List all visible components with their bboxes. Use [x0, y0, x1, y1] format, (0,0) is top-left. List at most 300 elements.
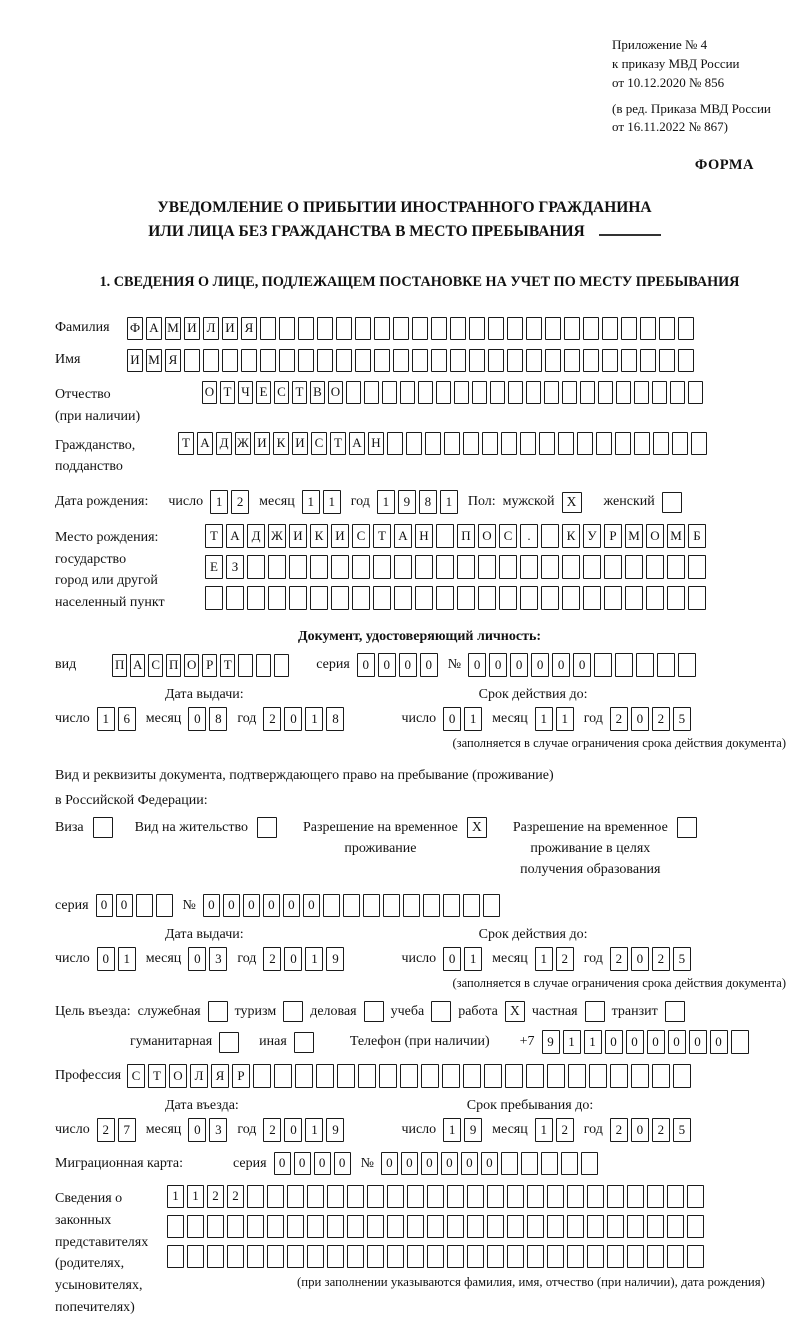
char-cell: 0: [116, 894, 133, 917]
doc-type-label: вид: [55, 657, 77, 672]
char-cell: [547, 1064, 565, 1088]
char-cell: О: [184, 654, 199, 677]
char-cell: [581, 1152, 598, 1175]
char-cell: Ж: [235, 432, 251, 455]
char-cell: [187, 1215, 204, 1238]
representatives-note: (при заполнении указываются фамилия, имя, отчество (при наличии), дата рождения): [297, 1275, 765, 1290]
char-cell: С: [352, 524, 370, 548]
char-cell: А: [349, 432, 365, 455]
char-cell: 2: [556, 947, 574, 971]
char-cell: 0: [647, 1030, 665, 1054]
char-cell: [307, 1245, 324, 1268]
char-cell: М: [146, 349, 162, 372]
char-cell: [436, 555, 454, 579]
char-cell: [545, 349, 561, 372]
option-temp-residence-checkbox: X: [467, 817, 487, 838]
purpose-private-label: частная: [531, 1003, 578, 1019]
char-cell: С: [274, 381, 289, 404]
char-cell: 1: [556, 707, 574, 731]
day-label: число: [401, 951, 437, 967]
char-cell: [337, 1064, 355, 1088]
char-cell: [463, 432, 479, 455]
char-cell: [358, 1064, 376, 1088]
char-cell: [583, 349, 599, 372]
char-cell: 2: [207, 1185, 224, 1208]
forma-label: ФОРМА: [694, 157, 754, 174]
char-cell: [607, 1215, 624, 1238]
valid-until-heading: Срок действия до:: [478, 687, 588, 702]
char-cell: [279, 317, 295, 340]
month-label: месяц: [259, 494, 295, 509]
char-cell: 0: [274, 1152, 291, 1175]
identity-doc-date-headers: [55, 687, 794, 703]
char-cell: [247, 1215, 264, 1238]
char-cell: 9: [464, 1118, 482, 1142]
char-cell: О: [169, 1064, 187, 1088]
doc-series-label: серия: [316, 657, 350, 672]
valid-year-cells: [610, 707, 694, 731]
char-cell: [352, 586, 370, 610]
representatives-block: [55, 1185, 794, 1318]
char-cell: К: [273, 432, 289, 455]
char-cell: [640, 349, 656, 372]
char-cell: 2: [652, 1118, 670, 1142]
char-cell: [564, 349, 580, 372]
char-cell: [604, 555, 622, 579]
char-cell: [387, 1215, 404, 1238]
birthplace-cells-row1: [205, 524, 709, 548]
char-cell: 0: [573, 653, 591, 677]
char-cell: Л: [203, 317, 219, 340]
char-cell: [260, 317, 276, 340]
char-cell: [207, 1215, 224, 1238]
char-cell: [541, 524, 559, 548]
char-cell: 0: [314, 1152, 331, 1175]
char-cell: [267, 1245, 284, 1268]
char-cell: [688, 381, 703, 404]
char-cell: [594, 653, 612, 677]
char-cell: [412, 317, 428, 340]
char-cell: [615, 432, 631, 455]
char-cell: [646, 555, 664, 579]
option-visa-checkbox: [93, 817, 113, 838]
char-cell: [547, 1185, 564, 1208]
surname-label: Фамилия: [55, 320, 110, 336]
char-cell: 2: [610, 1118, 628, 1142]
char-cell: [467, 1215, 484, 1238]
char-cell: [327, 1185, 344, 1208]
char-cell: 0: [294, 1152, 311, 1175]
profession-label: Профессия: [55, 1068, 122, 1084]
valid-day-cells: [443, 707, 485, 731]
char-cell: [501, 432, 517, 455]
char-cell: 1: [305, 947, 323, 971]
char-cell: 1: [305, 707, 323, 731]
migration-series-label: серия: [233, 1155, 267, 1171]
char-cell: [652, 381, 667, 404]
char-cell: [499, 555, 517, 579]
char-cell: [267, 1185, 284, 1208]
residence-number-label: №: [182, 897, 196, 913]
char-cell: [352, 555, 370, 579]
char-cell: 8: [209, 707, 227, 731]
char-cell: 0: [420, 653, 438, 677]
patronymic-label: [55, 381, 202, 427]
appendix-line: от 10.12.2020 № 856: [612, 74, 725, 90]
char-cell: М: [625, 524, 643, 548]
char-cell: [583, 317, 599, 340]
char-cell: [467, 1185, 484, 1208]
month-label: месяц: [492, 951, 528, 967]
purpose-tourism-label: туризм: [234, 1003, 277, 1019]
identity-doc-heading: Документ, удостоверяющий личность:: [297, 629, 542, 644]
char-cell: [425, 432, 441, 455]
char-cell: Д: [247, 524, 265, 548]
char-cell: [295, 1064, 313, 1088]
doc-number-cells: [468, 653, 699, 677]
citizenship-label: [55, 432, 178, 478]
char-cell: [316, 1064, 334, 1088]
char-cell: [625, 586, 643, 610]
char-cell: П: [457, 524, 475, 548]
entry-date-heading: Дата въезда:: [165, 1098, 239, 1114]
char-cell: [336, 317, 352, 340]
option-temp-residence-education: [513, 817, 697, 880]
char-cell: 0: [378, 653, 396, 677]
citizenship-label-line2: подданство: [55, 459, 123, 475]
char-cell: Е: [205, 555, 223, 579]
char-cell: 0: [188, 947, 206, 971]
char-cell: 2: [227, 1185, 244, 1208]
char-cell: [156, 894, 173, 917]
char-cell: [364, 381, 379, 404]
char-cell: П: [112, 654, 127, 677]
patronymic-row: [55, 381, 794, 427]
char-cell: [379, 1064, 397, 1088]
name-row: [55, 349, 794, 372]
char-cell: А: [226, 524, 244, 548]
char-cell: С: [499, 524, 517, 548]
char-cell: [355, 317, 371, 340]
char-cell: [589, 1064, 607, 1088]
char-cell: [187, 1245, 204, 1268]
char-cell: М: [165, 317, 181, 340]
char-cell: 2: [263, 947, 281, 971]
purpose-label: Цель въезда:: [55, 1003, 131, 1019]
char-cell: [323, 894, 340, 917]
residence-dates-row: [55, 947, 794, 971]
char-cell: [501, 1152, 518, 1175]
char-cell: [616, 381, 631, 404]
char-cell: [587, 1245, 604, 1268]
char-cell: 0: [381, 1152, 398, 1175]
char-cell: [520, 586, 538, 610]
char-cell: И: [331, 524, 349, 548]
char-cell: [241, 349, 257, 372]
form-title: [55, 196, 754, 244]
char-cell: С: [148, 654, 163, 677]
char-cell: [274, 1064, 292, 1088]
char-cell: [247, 1245, 264, 1268]
char-cell: [331, 586, 349, 610]
residence-valid-year-cells: [610, 947, 694, 971]
char-cell: [436, 586, 454, 610]
char-cell: [488, 317, 504, 340]
char-cell: Т: [220, 654, 235, 677]
char-cell: [505, 1064, 523, 1088]
char-cell: [256, 654, 271, 677]
char-cell: [541, 1152, 558, 1175]
day-label: число: [401, 711, 437, 726]
char-cell: [407, 1245, 424, 1268]
char-cell: [598, 381, 613, 404]
sex-male-label: мужской: [502, 494, 555, 509]
sex-male-checkbox: X: [562, 492, 582, 513]
residence-doc-intro-line1: Вид и реквизиты документа, подтверждающего право на пребывание (проживание): [55, 768, 554, 783]
option-temp-residence: [303, 817, 487, 859]
entry-year-cells: [263, 1118, 347, 1142]
citizenship-row: [55, 432, 794, 478]
char-cell: [469, 349, 485, 372]
char-cell: [577, 432, 593, 455]
identity-doc-row: [55, 653, 794, 677]
char-cell: 2: [610, 947, 628, 971]
patronymic-label-line1: Отчество: [55, 387, 111, 403]
purpose-row: [55, 1001, 794, 1022]
blank-underline: [599, 222, 661, 236]
char-cell: 0: [284, 707, 302, 731]
patronymic-cells: [202, 381, 706, 404]
char-cell: [444, 432, 460, 455]
char-cell: [667, 1215, 684, 1238]
char-cell: [347, 1215, 364, 1238]
char-cell: Т: [178, 432, 194, 455]
char-cell: [541, 586, 559, 610]
char-cell: [367, 1215, 384, 1238]
char-cell: [625, 555, 643, 579]
char-cell: 1: [118, 947, 136, 971]
migration-card-row: [55, 1152, 794, 1175]
month-label: месяц: [145, 1122, 182, 1138]
birth-day-cells: [210, 490, 252, 514]
birthplace-label-city1: город или другой: [55, 573, 158, 589]
day-label: число: [55, 951, 90, 967]
char-cell: 1: [464, 947, 482, 971]
purpose-official-checkbox: [208, 1001, 228, 1022]
char-cell: 0: [443, 947, 461, 971]
char-cell: [469, 317, 485, 340]
patronymic-label-line2: (при наличии): [55, 408, 141, 424]
char-cell: 0: [401, 1152, 418, 1175]
char-cell: [222, 349, 238, 372]
char-cell: [457, 586, 475, 610]
residence-options-row: [55, 817, 794, 880]
representatives-cells-row3: [167, 1245, 765, 1268]
day-label: число: [168, 494, 204, 509]
char-cell: [427, 1185, 444, 1208]
phone-prefix: +7: [519, 1034, 535, 1050]
char-cell: 0: [631, 1118, 649, 1142]
char-cell: [527, 1215, 544, 1238]
purpose-transit-label: транзит: [611, 1003, 658, 1019]
representatives-label-line: Сведения о: [55, 1191, 123, 1207]
char-cell: [687, 1215, 704, 1238]
birthdate-row: [55, 490, 794, 514]
residence-number-cells: [203, 894, 503, 917]
char-cell: [567, 1185, 584, 1208]
char-cell: 8: [326, 707, 344, 731]
char-cell: 0: [552, 653, 570, 677]
char-cell: 1: [377, 490, 395, 514]
char-cell: [450, 349, 466, 372]
char-cell: А: [146, 317, 162, 340]
doc-number-label: №: [447, 657, 462, 672]
char-cell: [731, 1030, 749, 1054]
appendix-block: [612, 36, 794, 137]
char-cell: 8: [419, 490, 437, 514]
char-cell: [184, 349, 200, 372]
char-cell: [307, 1185, 324, 1208]
char-cell: [447, 1245, 464, 1268]
citizenship-cells: [178, 432, 710, 455]
purpose-official-label: служебная: [137, 1003, 201, 1019]
char-cell: [673, 1064, 691, 1088]
representatives-cells-stack: [167, 1185, 765, 1290]
validity-note: (заполняется в случае ограничения срока действия документа): [452, 736, 786, 750]
purpose-work-label: работа: [458, 1003, 498, 1019]
char-cell: [260, 349, 276, 372]
char-cell: [607, 1185, 624, 1208]
char-cell: 2: [610, 707, 628, 731]
char-cell: [508, 381, 523, 404]
char-cell: [647, 1185, 664, 1208]
char-cell: 1: [210, 490, 228, 514]
char-cell: [268, 555, 286, 579]
char-cell: [562, 381, 577, 404]
birth-month-cells: [302, 490, 344, 514]
char-cell: [647, 1215, 664, 1238]
char-cell: [247, 586, 265, 610]
char-cell: [393, 349, 409, 372]
option-residence-permit: [135, 817, 277, 838]
char-cell: 0: [461, 1152, 478, 1175]
char-cell: Т: [205, 524, 223, 548]
phone-label: Телефон (при наличии): [349, 1034, 490, 1050]
char-cell: [374, 349, 390, 372]
char-cell: [659, 349, 675, 372]
char-cell: [423, 894, 440, 917]
char-cell: [640, 317, 656, 340]
char-cell: [627, 1185, 644, 1208]
char-cell: [634, 432, 650, 455]
sex-label: Пол:: [467, 494, 496, 509]
char-cell: 1: [584, 1030, 602, 1054]
char-cell: 0: [284, 1118, 302, 1142]
char-cell: [507, 349, 523, 372]
char-cell: [317, 317, 333, 340]
char-cell: [507, 1245, 524, 1268]
char-cell: [580, 381, 595, 404]
char-cell: [526, 1064, 544, 1088]
sex-female-checkbox: [662, 492, 682, 513]
year-label: год: [237, 951, 257, 967]
char-cell: [499, 586, 517, 610]
representatives-labels: [55, 1185, 167, 1318]
char-cell: [688, 555, 706, 579]
char-cell: 0: [481, 1152, 498, 1175]
char-cell: Т: [148, 1064, 166, 1088]
residence-doc-intro-line2: в Российской Федерации:: [55, 793, 208, 809]
char-cell: 1: [535, 1118, 553, 1142]
birthplace-label-state: государство: [55, 551, 127, 567]
char-cell: [568, 1064, 586, 1088]
char-cell: [659, 317, 675, 340]
char-cell: [567, 1215, 584, 1238]
char-cell: [287, 1185, 304, 1208]
char-cell: [412, 349, 428, 372]
residence-series-label: серия: [55, 897, 89, 913]
purpose-humanitarian-label: гуманитарная: [130, 1034, 213, 1050]
char-cell: 0: [96, 894, 113, 917]
month-label: месяц: [145, 711, 182, 726]
year-label: год: [237, 711, 257, 726]
year-label: год: [237, 1122, 257, 1138]
char-cell: [418, 381, 433, 404]
char-cell: 1: [323, 490, 341, 514]
char-cell: К: [562, 524, 580, 548]
char-cell: 9: [398, 490, 416, 514]
char-cell: [238, 654, 253, 677]
char-cell: Е: [256, 381, 271, 404]
char-cell: Н: [368, 432, 384, 455]
char-cell: 7: [118, 1118, 136, 1142]
char-cell: [667, 586, 685, 610]
option-temp-residence-label: [303, 817, 458, 859]
char-cell: [487, 1215, 504, 1238]
char-cell: [587, 1185, 604, 1208]
char-cell: 1: [302, 490, 320, 514]
birthplace-label-city2: населенный пункт: [55, 595, 165, 611]
char-cell: [431, 317, 447, 340]
char-cell: Я: [241, 317, 257, 340]
char-cell: [346, 381, 361, 404]
char-cell: 0: [489, 653, 507, 677]
char-cell: [521, 1152, 538, 1175]
residence-series-row: [55, 894, 794, 917]
char-cell: И: [289, 524, 307, 548]
purpose-business-checkbox: [364, 1001, 384, 1022]
stay-day-cells: [443, 1118, 485, 1142]
char-cell: 0: [203, 894, 220, 917]
char-cell: 5: [673, 1118, 691, 1142]
char-cell: [487, 1185, 504, 1208]
purpose-tourism-checkbox: [283, 1001, 303, 1022]
char-cell: [558, 432, 574, 455]
char-cell: [355, 349, 371, 372]
char-cell: 0: [710, 1030, 728, 1054]
purpose-private-checkbox: [585, 1001, 605, 1022]
char-cell: 9: [326, 947, 344, 971]
char-cell: 5: [673, 707, 691, 731]
year-label: год: [350, 494, 370, 509]
char-cell: [507, 317, 523, 340]
char-cell: [227, 1245, 244, 1268]
char-cell: [621, 349, 637, 372]
char-cell: [289, 555, 307, 579]
char-cell: [317, 349, 333, 372]
char-cell: [653, 432, 669, 455]
char-cell: [678, 653, 696, 677]
